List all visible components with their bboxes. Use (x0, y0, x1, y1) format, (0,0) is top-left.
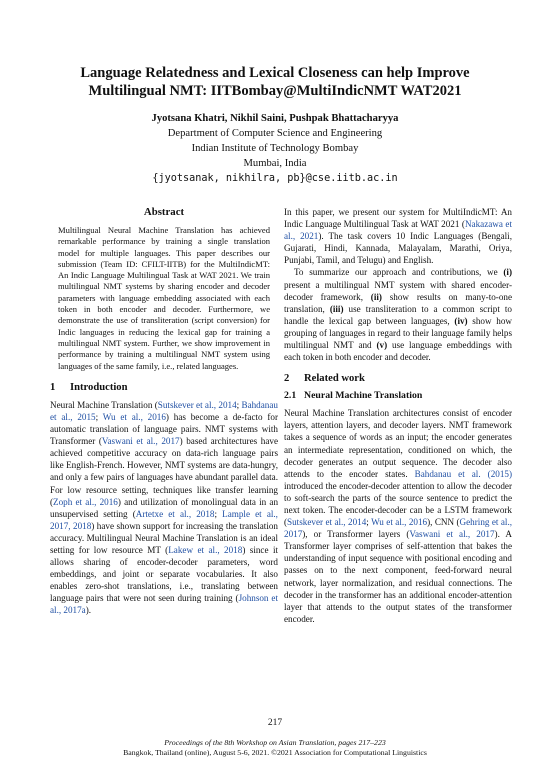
citation-link[interactable]: Nakazawa et al., 2021 (284, 219, 513, 242)
citation-link[interactable]: Johnson et al., 2017a (50, 593, 278, 616)
citation-link[interactable]: Lample et al., 2017, 2018 (50, 508, 278, 531)
page-number: 217 (267, 718, 283, 728)
contribution-marker: (i) (503, 267, 512, 278)
subsection-title: Neural Machine Translation (304, 390, 423, 402)
subsection-number: 2.1 (284, 390, 297, 402)
paragraph-text: ), CNN ( (427, 517, 460, 528)
section-heading-related-work (284, 373, 512, 384)
citation-link[interactable]: Artetxe et al., 2018 (135, 508, 215, 519)
paragraph-text: ) has become a de-facto for automatic translation of language pairs. NMT systems with Transformer ( (50, 411, 279, 447)
paragraph-text: Neural Machine Translation ( (50, 399, 158, 410)
paragraph-text: ). A Transformer layer comprises of self-attention that bakes the understanding of input sequence with positional encoding and passes on to the next component, feed-forward neural network, layer normalization, and residual connections. The decoder in the transformer has an additional encoder-attention layer that attends to the output states of the transformer encoder. (284, 529, 513, 624)
paragraph-text: ; (95, 411, 103, 422)
citation-link[interactable]: Zoph et al., 2016 (53, 496, 118, 507)
nmt-paragraph (284, 407, 512, 625)
intro-paragraph-system (284, 206, 512, 266)
paragraph-text: use transliteration to a common script to handle the lexical gap between languages, (284, 303, 512, 326)
citation-link[interactable]: Sutskever et al., 2014 (287, 517, 367, 528)
contribution-marker: (ii) (370, 291, 382, 302)
paragraph-text: ) based architectures have achieved competitive accuracy on data-rich language pairs like English-French. However, NMT systems are data-hungry, and only a few pairs of languages have abundant parallel data. For low resource setting, techniques like transfer learning ( (50, 436, 279, 507)
paragraph-text: show results on many-to-one translation, (284, 291, 512, 314)
right-column (284, 206, 512, 625)
paragraph-text: ; (366, 517, 372, 528)
paragraph-text: ; (214, 508, 223, 519)
paragraph-text: ) and utilization of monolingual data in an unsupervised setting ( (50, 496, 279, 519)
section-title: Introduction (70, 381, 128, 393)
paragraph-text: ). (85, 605, 92, 616)
paragraph-text: To summarize our approach and contributions, we (294, 267, 504, 278)
left-column (50, 206, 278, 617)
paragraph-text: use language embeddings with each token in both encoder and decoder. (284, 340, 512, 363)
paragraph-text: show how grouping of languages in regard to their language family helps multilingual NMT and (284, 315, 512, 351)
footer-proceedings: Proceedings of the 8th Workshop on Asian Translation, pages 217–223 (164, 738, 386, 747)
section-number: 1 (50, 381, 56, 393)
section-heading-introduction (50, 382, 278, 393)
author-department: Department of Computer Science and Engineering (167, 128, 383, 139)
author-names: Jyotsana Khatri, Nikhil Saini, Pushpak Bhattacharyya (151, 113, 399, 124)
paragraph-text: Neural Machine Translation architectures consist of encoder layers, attention layers, and decoder layers. NMT framework takes a sequence of words as an input; the encoder generates an intermediate representation, conditioned on which, the decoder generates an output sequence. The decoder also attends to the encoder states. (284, 408, 512, 479)
section-number: 2 (284, 373, 290, 385)
paragraph-text: ), or Transformer layers ( (302, 529, 410, 540)
author-block (0, 111, 550, 186)
subsection-heading-nmt (284, 390, 512, 401)
paragraph-text: ; (236, 399, 242, 410)
contribution-marker: (v) (376, 340, 388, 351)
introduction-paragraph (50, 399, 278, 617)
abstract-heading: Abstract (143, 206, 185, 218)
paragraph-text: introduced the encoder-decoder attention to allow the decoder to soft-search the parts of the source sentence to predict the next token. The encoder-decoder can be a LSTM framework ( (284, 480, 512, 528)
intro-paragraph-contributions (284, 266, 512, 363)
author-email[interactable]: {jyotsanak, nikhilra, pb}@cse.iitb.ac.in (152, 173, 398, 184)
citation-link[interactable]: Gehring et al., 2017 (284, 517, 513, 540)
footer-copyright: Bangkok, Thailand (online), August 5-6, 2021. ©2021 Association for Computational Linguistics (123, 747, 427, 757)
citation-link[interactable]: Bahdanau et al., 2015 (50, 399, 278, 422)
citation-link[interactable]: Wu et al., 2016 (102, 411, 166, 422)
proceedings-footer (0, 738, 550, 757)
paragraph-text: ) since it allows sharing of encoder-decoder parameters, word embeddings, and joint or separate vocabularies. It also enables zero-shot translations, i.e., translating between language pairs that were not seen during training ( (50, 544, 279, 604)
author-institution: Indian Institute of Technology Bombay (191, 143, 359, 154)
section-title: Related work (304, 373, 365, 385)
citation-link[interactable]: Wu et al., 2016 (371, 517, 428, 528)
paragraph-text: ) have shown support for increasing the translation accuracy. Multilingual Neural Machine Translation is an ideal setting for low resource MT ( (50, 520, 278, 555)
citation-link[interactable]: Bahdanau et al. (2015) (414, 468, 512, 479)
abstract-text: Multilingual Neural Machine Translation has achieved remarkable performance by training a single translation model for multiple languages. This paper describes our submission (Team ID: CFILT-IITB) for the MultiIndicMT: An Indic Language Multilingual Task at WAT 2021. We train multilingual NMT systems by sharing encoder and decoder parameters with language embedding associated with each token in both encoder and decoder. Furthermore, we demonstrate the use of transliteration (script conversion) for Indic languages in reducing the lexical gap for training a multilingual NMT system. Further, we show improvement in performance by training a multilingual NMT system using languages of the same family, i.e., related languages. (58, 225, 270, 371)
title-line-1: Language Relatedness and Lexical Closeness can help Improve (80, 65, 470, 81)
citation-link[interactable]: Sutskever et al., 2014 (157, 399, 237, 410)
citation-link[interactable]: Vaswani et al., 2017 (101, 436, 180, 447)
contribution-marker: (iv) (454, 315, 468, 326)
paragraph-text: In this paper, we present our system for MultiIndicMT: An Indic Language Multilingual Task at WAT 2021 ( (284, 207, 512, 230)
title-line-2: Multilingual NMT: IITBombay@MultiIndicNMT WAT2021 (88, 83, 462, 99)
paragraph-text: present a multilingual NMT system with shared encoder-decoder framework, (284, 279, 512, 302)
citation-link[interactable]: Lakew et al., 2018 (168, 544, 243, 555)
author-city: Mumbai, India (243, 158, 307, 169)
citation-link[interactable]: Vaswani et al., 2017 (409, 529, 495, 540)
contribution-marker: (iii) (329, 303, 344, 314)
paper-title (0, 64, 550, 100)
paragraph-text: ). The task covers 10 Indic Languages (Bengali, Gujarati, Hindi, Kannada, Malayalam, Marathi, Oriya, Punjabi, Tamil, and Telugu) and English. (284, 231, 512, 266)
